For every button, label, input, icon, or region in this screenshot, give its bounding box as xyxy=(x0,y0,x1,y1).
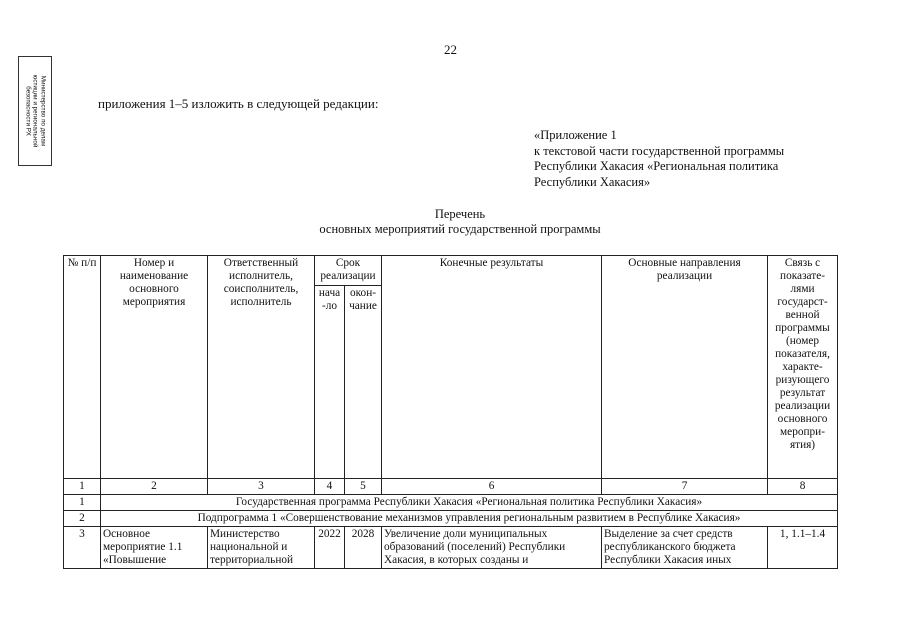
measure-start: 2022 xyxy=(315,527,345,569)
appendix-line: Республики Хакасия «Региональная политика xyxy=(534,159,779,173)
column-number: 7 xyxy=(602,479,768,495)
header-directions: Основные направления реализации xyxy=(602,256,768,479)
measure-end: 2028 xyxy=(345,527,382,569)
header-end: окон- чание xyxy=(345,286,382,479)
header-start: нача -ло xyxy=(315,286,345,479)
header-link: Связь с показате- лями государст- венной программы (номер показателя, характе- ризующего результат реализации основного меропри- ятия) xyxy=(768,256,838,479)
measure-name: Основное мероприятие 1.1 «Повышение xyxy=(101,527,208,569)
appendix-line: «Приложение 1 xyxy=(534,128,617,142)
column-number: 4 xyxy=(315,479,345,495)
intro-text: приложения 1–5 изложить в следующей редакции: xyxy=(98,96,379,111)
row-num: 2 xyxy=(64,511,101,527)
list-title-line1: Перечень xyxy=(434,207,486,221)
list-title-line2: основных мероприятий государственной программы xyxy=(319,222,601,236)
column-number: 8 xyxy=(768,479,838,495)
appendix-line: Республики Хакасия» xyxy=(534,174,651,189)
measure-results: Увеличение доли муниципальных образований (поселений) Республики Хакасия, в которых созданы и xyxy=(382,527,602,569)
program-title: Государственная программа Республики Хакасия «Региональная политика Республики Хакасия» xyxy=(101,495,838,511)
table-row xyxy=(64,511,838,527)
measure-executor: Министерство национальной и территориальной xyxy=(208,527,315,569)
column-number: 3 xyxy=(208,479,315,495)
row-num: 3 xyxy=(64,527,101,569)
column-number: 6 xyxy=(382,479,602,495)
stamp-text xyxy=(24,59,47,163)
stamp-line: юстиции и региональной xyxy=(31,74,39,148)
row-num: 1 xyxy=(64,495,101,511)
appendix-line: к текстовой части государственной программы xyxy=(534,143,785,158)
stamp-line: безопасности РХ xyxy=(24,86,32,136)
page-number: 22 xyxy=(444,42,457,57)
list-title xyxy=(260,207,660,237)
header-term: Срок реализации xyxy=(315,256,382,286)
column-number: 1 xyxy=(64,479,101,495)
table-row xyxy=(64,495,838,511)
table-row xyxy=(64,527,838,569)
appendix-header xyxy=(534,128,784,190)
header-name: Номер и наименование основного мероприятия xyxy=(101,256,208,479)
header-results: Конечные результаты xyxy=(382,256,602,479)
column-number: 2 xyxy=(101,479,208,495)
stamp-line: Министерство по делам xyxy=(39,75,47,147)
column-number: 5 xyxy=(345,479,382,495)
measure-link: 1, 1.1–1.4 xyxy=(768,527,838,569)
header-executor: Ответственный исполнитель, соисполнитель, исполнитель xyxy=(208,256,315,479)
measure-directions: Выделение за счет средств республиканского бюджета Республики Хакасия иных xyxy=(602,527,768,569)
subprogram-title: Подпрограмма 1 «Совершенствование механизмов управления региональным развитием в Республике Хакасия» xyxy=(101,511,838,527)
header-num: № п/п xyxy=(64,256,101,479)
registration-stamp xyxy=(18,56,52,166)
measures-table xyxy=(63,255,838,569)
